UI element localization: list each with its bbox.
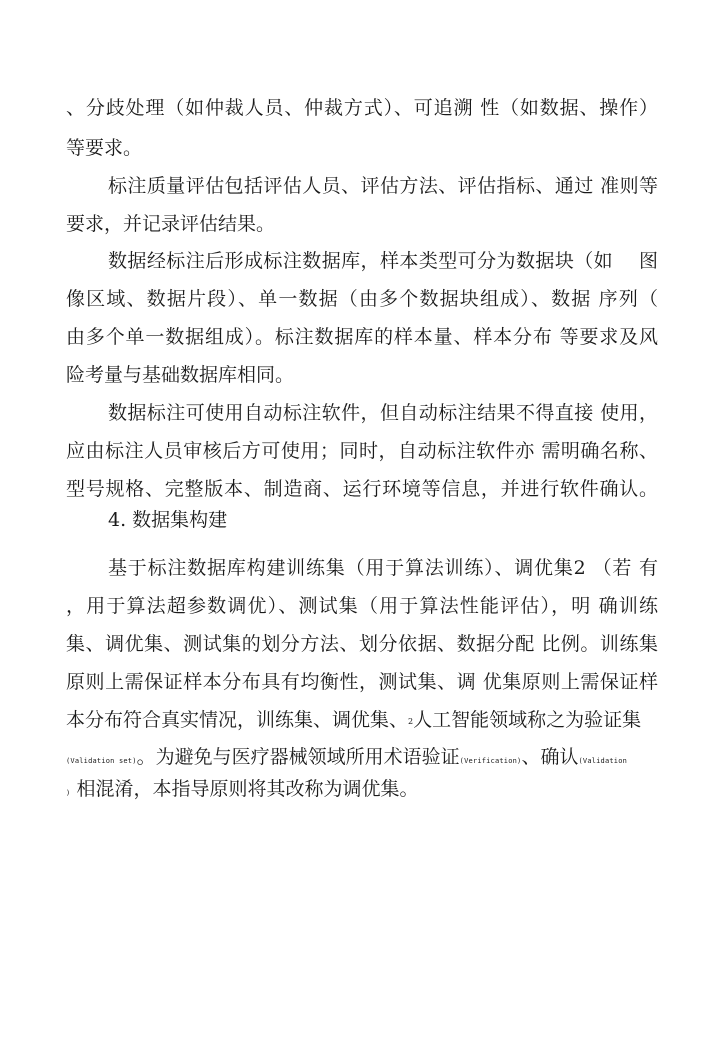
paragraph-3-line-2: 像区域、数据片段）、单一数据（由多个数据块组成）、数据 序列（ bbox=[66, 288, 658, 310]
paragraph-3-line-4: 险考量与基础数据库相同。 bbox=[66, 364, 295, 386]
paragraph-2-line-2: 要求，并记录评估结果。 bbox=[66, 213, 276, 235]
footnote-text-3: 相混淆，本指导原则将其改称为调优集。 bbox=[76, 778, 419, 800]
paragraph-5-line-5b: 人工智能领域称之为验证集 bbox=[413, 709, 642, 731]
paragraph-3-line-1: 数据经标注后形成标注数据库，样本类型可分为数据块（如 图 bbox=[108, 250, 658, 272]
paragraph-1-line-1: 、分歧处理（如仲裁人员、仲裁方式）、可追溯 性（如数据、操作） bbox=[66, 97, 658, 119]
paragraph-4-line-1: 数据标注可使用自动标注软件，但自动标注结果不得直接 使用， bbox=[108, 402, 658, 424]
footnote-marker: 2 bbox=[408, 717, 414, 726]
footnote-text-1: 。为避免与医疗器械领域所用术语验证 bbox=[136, 746, 460, 768]
footnote-closing-paren: ) bbox=[66, 789, 71, 797]
paragraph-1-line-2: 等要求。 bbox=[66, 137, 143, 159]
footnote-term-validation-set: (Validation set) bbox=[66, 757, 137, 765]
section-heading: 4. 数据集构建 bbox=[108, 509, 228, 531]
paragraph-3-line-3: 由多个单一数据组成）。标注数据库的样本量、样本分布 等要求及风 bbox=[66, 326, 658, 348]
paragraph-2-line-1: 标注质量评估包括评估人员、评估方法、评估指标、通过 准则等 bbox=[108, 175, 658, 197]
footnote-text-2: 、确认 bbox=[521, 746, 579, 768]
footnote-term-verification: (Verification) bbox=[459, 757, 522, 765]
paragraph-5-line-4: 原则上需保证样本分布具有均衡性，测试集、调 优集原则上需保证样 bbox=[66, 671, 658, 693]
footnote-term-validation: (Validation bbox=[578, 757, 628, 765]
paragraph-5-line-2: ，用于算法超参数调优）、测试集（用于算法性能评估），明 确训练 bbox=[66, 595, 658, 617]
paragraph-4-line-3: 型号规格、完整版本、制造商、运行环境等信息，并进行软件确认。 bbox=[66, 478, 658, 500]
paragraph-4-line-2: 应由标注人员审核后方可使用；同时，自动标注软件亦 需明确名称、 bbox=[66, 440, 658, 462]
paragraph-5-line-5 bbox=[66, 705, 658, 735]
paragraph-5-line-3: 集、调优集、测试集的划分方法、划分依据、数据分配 比例。训练集 bbox=[66, 633, 658, 655]
paragraph-5-line-1: 基于标注数据库构建训练集（用于算法训练）、调优集2 （若 有 bbox=[108, 557, 658, 579]
footnote-line-2 bbox=[66, 774, 658, 804]
footnote-line-1 bbox=[66, 742, 658, 772]
paragraph-5-line-5a: 本分布符合真实情况，训练集、调优集、 bbox=[66, 709, 409, 731]
